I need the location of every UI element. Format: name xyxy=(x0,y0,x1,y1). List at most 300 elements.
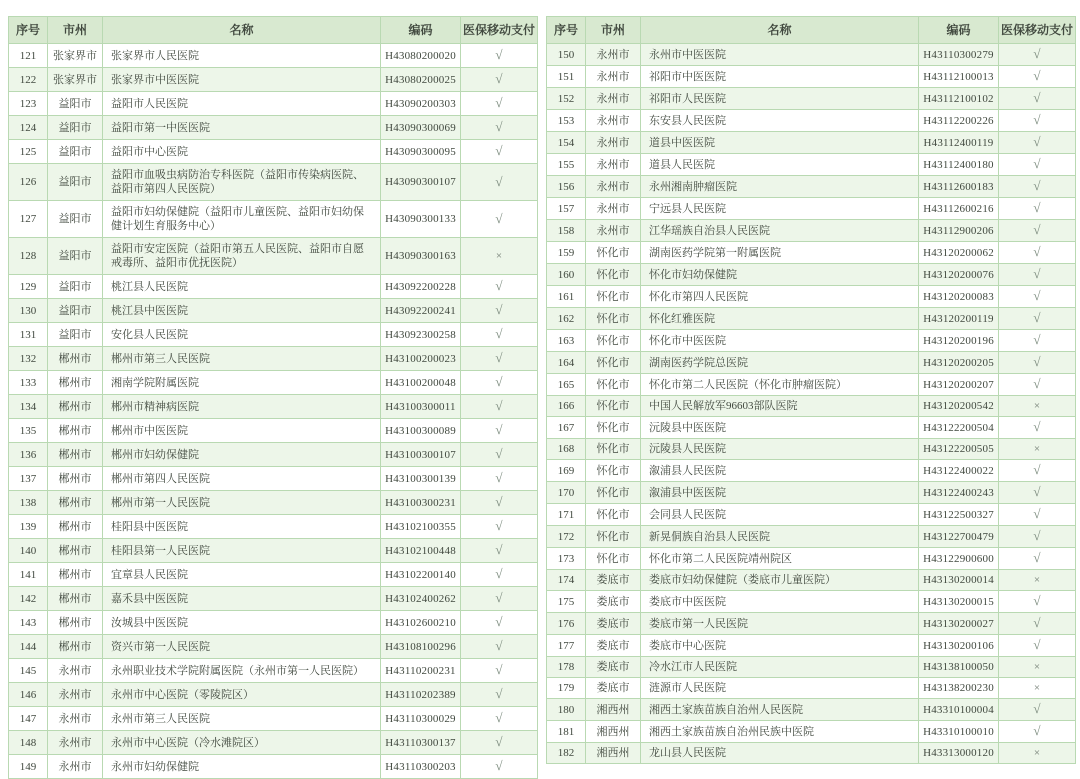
check-mark-icon: √ xyxy=(495,494,503,509)
cell-code: H43092200241 xyxy=(381,299,461,323)
cell-payment xyxy=(999,110,1076,132)
table-row xyxy=(9,116,538,140)
table-row xyxy=(547,330,1076,352)
cell-name: 娄底市第一人民医院 xyxy=(641,613,919,635)
cell-serial: 179 xyxy=(547,678,586,699)
cell-serial: 123 xyxy=(9,92,48,116)
table-row xyxy=(9,443,538,467)
cell-city: 永州市 xyxy=(586,176,641,198)
cell-code: H43120200205 xyxy=(919,352,999,374)
table-row xyxy=(547,352,1076,374)
cell-serial: 132 xyxy=(9,347,48,371)
column-header-city: 市州 xyxy=(48,17,103,44)
cell-code: H43100300089 xyxy=(381,419,461,443)
cell-name: 永州市中医医院 xyxy=(641,44,919,66)
cell-code: H43120200062 xyxy=(919,242,999,264)
table-row xyxy=(547,308,1076,330)
check-mark-icon: √ xyxy=(495,95,503,110)
table-row xyxy=(547,242,1076,264)
cell-code: H43313000120 xyxy=(919,743,999,764)
cell-code: H43120200083 xyxy=(919,286,999,308)
table-row xyxy=(547,220,1076,242)
cell-payment xyxy=(999,417,1076,439)
table-row xyxy=(547,526,1076,548)
cell-code: H43090200303 xyxy=(381,92,461,116)
cell-city: 郴州市 xyxy=(48,443,103,467)
cross-mark-icon: × xyxy=(1033,661,1041,673)
check-mark-icon: √ xyxy=(1033,332,1041,347)
table-row xyxy=(9,140,538,164)
cell-payment xyxy=(461,395,538,419)
check-mark-icon: √ xyxy=(1033,354,1041,369)
cell-city: 怀化市 xyxy=(586,548,641,570)
cell-name: 湖南医药学院总医院 xyxy=(641,352,919,374)
table-row xyxy=(547,613,1076,635)
cell-name: 怀化市妇幼保健院 xyxy=(641,264,919,286)
cell-payment xyxy=(461,611,538,635)
table-row xyxy=(9,563,538,587)
column-header-city: 市州 xyxy=(586,17,641,44)
cell-city: 怀化市 xyxy=(586,460,641,482)
column-header-payment: 医保移动支付 xyxy=(999,17,1076,44)
cell-name: 安化县人民医院 xyxy=(103,323,381,347)
check-mark-icon: √ xyxy=(1033,462,1041,477)
cell-code: H43122700479 xyxy=(919,526,999,548)
cell-serial: 177 xyxy=(547,635,586,657)
cell-name: 冷水江市人民医院 xyxy=(641,657,919,678)
table-row xyxy=(9,323,538,347)
cell-payment xyxy=(461,347,538,371)
cell-name: 益阳市安定医院（益阳市第五人民医院、益阳市自愿戒毒所、益阳市优抚医院） xyxy=(103,238,381,275)
cell-name: 娄底市中心医院 xyxy=(641,635,919,657)
cell-payment xyxy=(999,286,1076,308)
cell-name: 桃江县中医医院 xyxy=(103,299,381,323)
cell-city: 益阳市 xyxy=(48,238,103,275)
cell-serial: 122 xyxy=(9,68,48,92)
column-header-serial: 序号 xyxy=(9,17,48,44)
cell-serial: 174 xyxy=(547,570,586,591)
cell-serial: 181 xyxy=(547,721,586,743)
cell-code: H43092200228 xyxy=(381,275,461,299)
cell-payment xyxy=(461,683,538,707)
cell-payment xyxy=(461,515,538,539)
cell-payment xyxy=(999,657,1076,678)
cell-payment xyxy=(461,164,538,201)
cross-mark-icon: × xyxy=(1033,400,1041,412)
cell-name: 江华瑶族自治县人民医院 xyxy=(641,220,919,242)
table-row xyxy=(9,238,538,275)
cell-code: H43102600210 xyxy=(381,611,461,635)
cell-serial: 147 xyxy=(9,707,48,731)
cell-code: H43112600216 xyxy=(919,198,999,220)
column-header-serial: 序号 xyxy=(547,17,586,44)
cell-serial: 161 xyxy=(547,286,586,308)
cell-serial: 142 xyxy=(9,587,48,611)
cell-name: 永州市中心医院（零陵院区） xyxy=(103,683,381,707)
cell-code: H43122400022 xyxy=(919,460,999,482)
column-header-name: 名称 xyxy=(641,17,919,44)
cell-name: 湖南医药学院第一附属医院 xyxy=(641,242,919,264)
cell-serial: 143 xyxy=(9,611,48,635)
column-header-code: 编码 xyxy=(919,17,999,44)
cell-serial: 159 xyxy=(547,242,586,264)
cell-code: H43112200226 xyxy=(919,110,999,132)
cell-name: 道县中医医院 xyxy=(641,132,919,154)
cell-city: 湘西州 xyxy=(586,743,641,764)
cell-payment xyxy=(999,308,1076,330)
cell-payment xyxy=(999,264,1076,286)
column-header-name: 名称 xyxy=(103,17,381,44)
cell-serial: 182 xyxy=(547,743,586,764)
cell-payment xyxy=(461,587,538,611)
cell-name: 张家界市中医医院 xyxy=(103,68,381,92)
cell-city: 永州市 xyxy=(586,198,641,220)
cell-serial: 169 xyxy=(547,460,586,482)
cell-city: 怀化市 xyxy=(586,417,641,439)
cell-city: 娄底市 xyxy=(586,635,641,657)
cell-code: H43112100013 xyxy=(919,66,999,88)
cell-city: 郴州市 xyxy=(48,515,103,539)
cell-code: H43100300231 xyxy=(381,491,461,515)
check-mark-icon: √ xyxy=(1033,134,1041,149)
cell-code: H43080200025 xyxy=(381,68,461,92)
cell-city: 郴州市 xyxy=(48,611,103,635)
cell-payment xyxy=(461,44,538,68)
check-mark-icon: √ xyxy=(495,614,503,629)
cell-serial: 162 xyxy=(547,308,586,330)
cell-serial: 126 xyxy=(9,164,48,201)
cell-payment xyxy=(461,707,538,731)
cell-city: 郴州市 xyxy=(48,467,103,491)
cell-serial: 140 xyxy=(9,539,48,563)
cell-city: 怀化市 xyxy=(586,264,641,286)
cell-payment xyxy=(999,699,1076,721)
check-mark-icon: √ xyxy=(495,638,503,653)
cell-payment xyxy=(999,504,1076,526)
table-row xyxy=(9,92,538,116)
cell-serial: 145 xyxy=(9,659,48,683)
cell-name: 娄底市妇幼保健院（娄底市儿童医院） xyxy=(641,570,919,591)
table-row xyxy=(547,44,1076,66)
cell-name: 新晃侗族自治县人民医院 xyxy=(641,526,919,548)
cell-serial: 151 xyxy=(547,66,586,88)
cell-city: 怀化市 xyxy=(586,482,641,504)
cell-payment xyxy=(461,491,538,515)
cell-payment xyxy=(999,66,1076,88)
check-mark-icon: √ xyxy=(495,710,503,725)
cell-code: H43092300258 xyxy=(381,323,461,347)
cell-name: 桂阳县中医医院 xyxy=(103,515,381,539)
cell-city: 益阳市 xyxy=(48,201,103,238)
table-row xyxy=(547,548,1076,570)
cell-payment xyxy=(999,678,1076,699)
cell-serial: 154 xyxy=(547,132,586,154)
cell-code: H43120200196 xyxy=(919,330,999,352)
cell-name: 怀化市中医医院 xyxy=(641,330,919,352)
cell-name: 娄底市中医医院 xyxy=(641,591,919,613)
cell-serial: 164 xyxy=(547,352,586,374)
table-row xyxy=(547,570,1076,591)
cell-code: H43090300133 xyxy=(381,201,461,238)
cell-city: 怀化市 xyxy=(586,526,641,548)
table-row xyxy=(9,731,538,755)
cell-serial: 163 xyxy=(547,330,586,352)
check-mark-icon: √ xyxy=(1033,506,1041,521)
cell-city: 益阳市 xyxy=(48,323,103,347)
cell-name: 溆浦县人民医院 xyxy=(641,460,919,482)
cell-city: 永州市 xyxy=(586,66,641,88)
cell-serial: 173 xyxy=(547,548,586,570)
cell-name: 嘉禾县中医医院 xyxy=(103,587,381,611)
cell-serial: 155 xyxy=(547,154,586,176)
cell-payment xyxy=(999,591,1076,613)
cell-serial: 131 xyxy=(9,323,48,347)
table-row xyxy=(9,635,538,659)
cell-city: 益阳市 xyxy=(48,140,103,164)
cell-payment xyxy=(999,330,1076,352)
cell-city: 郴州市 xyxy=(48,635,103,659)
cell-serial: 172 xyxy=(547,526,586,548)
cell-serial: 134 xyxy=(9,395,48,419)
check-mark-icon: √ xyxy=(1033,484,1041,499)
check-mark-icon: √ xyxy=(1033,200,1041,215)
cell-city: 益阳市 xyxy=(48,116,103,140)
cell-name: 永州湘南肿瘤医院 xyxy=(641,176,919,198)
cell-code: H43120200076 xyxy=(919,264,999,286)
cell-payment xyxy=(999,570,1076,591)
cell-name: 中国人民解放军96603部队医院 xyxy=(641,396,919,417)
check-mark-icon: √ xyxy=(495,302,503,317)
cell-name: 湘西土家族苗族自治州人民医院 xyxy=(641,699,919,721)
cell-city: 郴州市 xyxy=(48,371,103,395)
cell-name: 郴州市精神病医院 xyxy=(103,395,381,419)
table-row xyxy=(547,635,1076,657)
cell-serial: 149 xyxy=(9,755,48,779)
table-row xyxy=(547,396,1076,417)
cell-name: 沅陵县人民医院 xyxy=(641,439,919,460)
check-mark-icon: √ xyxy=(1033,112,1041,127)
cell-code: H43122900600 xyxy=(919,548,999,570)
table-row xyxy=(9,515,538,539)
check-mark-icon: √ xyxy=(1033,222,1041,237)
cell-serial: 165 xyxy=(547,374,586,396)
cell-payment xyxy=(999,220,1076,242)
cell-city: 怀化市 xyxy=(586,308,641,330)
cell-city: 怀化市 xyxy=(586,439,641,460)
cell-payment xyxy=(999,154,1076,176)
table-row xyxy=(547,743,1076,764)
cell-code: H43110200231 xyxy=(381,659,461,683)
cell-name: 桃江县人民医院 xyxy=(103,275,381,299)
cell-code: H43090300069 xyxy=(381,116,461,140)
cell-serial: 176 xyxy=(547,613,586,635)
cell-serial: 168 xyxy=(547,439,586,460)
cell-city: 永州市 xyxy=(586,132,641,154)
check-mark-icon: √ xyxy=(495,374,503,389)
check-mark-icon: √ xyxy=(1033,266,1041,281)
cell-code: H43110300029 xyxy=(381,707,461,731)
table-row xyxy=(547,721,1076,743)
check-mark-icon: √ xyxy=(495,518,503,533)
cell-serial: 156 xyxy=(547,176,586,198)
cell-name: 会同县人民医院 xyxy=(641,504,919,526)
table-row xyxy=(547,460,1076,482)
cell-name: 郴州市中医医院 xyxy=(103,419,381,443)
check-mark-icon: √ xyxy=(495,350,503,365)
cell-code: H43110300279 xyxy=(919,44,999,66)
cell-serial: 138 xyxy=(9,491,48,515)
cell-code: H43122200505 xyxy=(919,439,999,460)
cell-city: 怀化市 xyxy=(586,504,641,526)
check-mark-icon: √ xyxy=(1033,637,1041,652)
cell-city: 郴州市 xyxy=(48,395,103,419)
check-mark-icon: √ xyxy=(495,734,503,749)
table-row xyxy=(9,68,538,92)
cell-payment xyxy=(461,467,538,491)
cell-payment xyxy=(461,68,538,92)
cell-serial: 167 xyxy=(547,417,586,439)
cell-city: 怀化市 xyxy=(586,352,641,374)
cell-code: H43112100102 xyxy=(919,88,999,110)
cell-payment xyxy=(999,396,1076,417)
cell-code: H43100200048 xyxy=(381,371,461,395)
check-mark-icon: √ xyxy=(1033,723,1041,738)
cell-serial: 129 xyxy=(9,275,48,299)
check-mark-icon: √ xyxy=(495,47,503,62)
cell-name: 溆浦县中医医院 xyxy=(641,482,919,504)
cell-city: 永州市 xyxy=(48,707,103,731)
cell-code: H43102200140 xyxy=(381,563,461,587)
cell-serial: 160 xyxy=(547,264,586,286)
table-row xyxy=(9,707,538,731)
check-mark-icon: √ xyxy=(1033,90,1041,105)
cell-serial: 175 xyxy=(547,591,586,613)
cell-payment xyxy=(461,635,538,659)
cell-name: 宜章县人民医院 xyxy=(103,563,381,587)
cell-name: 怀化市第二人民医院靖州院区 xyxy=(641,548,919,570)
check-mark-icon: √ xyxy=(1033,46,1041,61)
cell-payment xyxy=(461,371,538,395)
cell-city: 张家界市 xyxy=(48,44,103,68)
cell-payment xyxy=(999,132,1076,154)
table-row xyxy=(9,164,538,201)
cell-code: H43100300107 xyxy=(381,443,461,467)
cell-name: 永州职业技术学院附属医院（永州市第一人民医院） xyxy=(103,659,381,683)
cross-mark-icon: × xyxy=(495,250,503,262)
header-row xyxy=(547,17,1076,44)
table-row xyxy=(9,395,538,419)
cell-city: 湘西州 xyxy=(586,721,641,743)
table-row xyxy=(9,44,538,68)
cell-code: H43102400262 xyxy=(381,587,461,611)
cell-serial: 144 xyxy=(9,635,48,659)
cell-city: 永州市 xyxy=(48,659,103,683)
cell-name: 永州市中心医院（冷水滩院区） xyxy=(103,731,381,755)
cell-payment xyxy=(999,176,1076,198)
table-row xyxy=(547,176,1076,198)
cross-mark-icon: × xyxy=(1033,682,1041,694)
table-row xyxy=(547,591,1076,613)
cell-city: 益阳市 xyxy=(48,92,103,116)
cell-serial: 180 xyxy=(547,699,586,721)
hospital-table-right xyxy=(546,16,1076,764)
cell-serial: 178 xyxy=(547,657,586,678)
cell-city: 益阳市 xyxy=(48,164,103,201)
cell-city: 娄底市 xyxy=(586,613,641,635)
check-mark-icon: √ xyxy=(1033,593,1041,608)
table-row xyxy=(547,678,1076,699)
table-row xyxy=(9,371,538,395)
cell-code: H43090300107 xyxy=(381,164,461,201)
cell-serial: 130 xyxy=(9,299,48,323)
cell-city: 永州市 xyxy=(586,154,641,176)
cell-payment xyxy=(461,201,538,238)
check-mark-icon: √ xyxy=(1033,550,1041,565)
cell-serial: 170 xyxy=(547,482,586,504)
cell-city: 永州市 xyxy=(48,755,103,779)
cell-code: H43112400119 xyxy=(919,132,999,154)
cell-city: 怀化市 xyxy=(586,286,641,308)
cell-code: H43120200207 xyxy=(919,374,999,396)
table-row xyxy=(9,275,538,299)
cell-name: 益阳市人民医院 xyxy=(103,92,381,116)
check-mark-icon: √ xyxy=(495,590,503,605)
cell-code: H43108100296 xyxy=(381,635,461,659)
cell-payment xyxy=(461,323,538,347)
cell-code: H43110300137 xyxy=(381,731,461,755)
cell-city: 张家界市 xyxy=(48,68,103,92)
table-row xyxy=(547,110,1076,132)
cell-serial: 137 xyxy=(9,467,48,491)
cell-payment xyxy=(999,44,1076,66)
cell-payment xyxy=(999,460,1076,482)
cell-payment xyxy=(999,721,1076,743)
cell-name: 怀化市第四人民医院 xyxy=(641,286,919,308)
cell-payment xyxy=(999,743,1076,764)
cell-code: H43090300163 xyxy=(381,238,461,275)
cell-payment xyxy=(999,548,1076,570)
cell-code: H43130200015 xyxy=(919,591,999,613)
cell-city: 怀化市 xyxy=(586,242,641,264)
cell-city: 郴州市 xyxy=(48,587,103,611)
check-mark-icon: √ xyxy=(495,210,503,226)
check-mark-icon: √ xyxy=(495,446,503,461)
cell-serial: 141 xyxy=(9,563,48,587)
cell-name: 湘南学院附属医院 xyxy=(103,371,381,395)
check-mark-icon: √ xyxy=(495,542,503,557)
table-row xyxy=(547,374,1076,396)
cell-name: 怀化市第二人民医院（怀化市肿瘤医院） xyxy=(641,374,919,396)
cell-name: 益阳市血吸虫病防治专科医院（益阳市传染病医院、益阳市第四人民医院） xyxy=(103,164,381,201)
cell-name: 郴州市第一人民医院 xyxy=(103,491,381,515)
cell-code: H43110202389 xyxy=(381,683,461,707)
cell-name: 永州市妇幼保健院 xyxy=(103,755,381,779)
cell-payment xyxy=(999,526,1076,548)
cell-code: H43138200230 xyxy=(919,678,999,699)
check-mark-icon: √ xyxy=(1033,288,1041,303)
cell-payment xyxy=(461,275,538,299)
cell-code: H43090300095 xyxy=(381,140,461,164)
cell-city: 娄底市 xyxy=(586,678,641,699)
cell-name: 沅陵县中医医院 xyxy=(641,417,919,439)
cell-name: 张家界市人民医院 xyxy=(103,44,381,68)
cell-payment xyxy=(461,299,538,323)
table-row xyxy=(9,491,538,515)
cell-city: 湘西州 xyxy=(586,699,641,721)
table-row xyxy=(547,699,1076,721)
cell-serial: 148 xyxy=(9,731,48,755)
cell-city: 娄底市 xyxy=(586,570,641,591)
